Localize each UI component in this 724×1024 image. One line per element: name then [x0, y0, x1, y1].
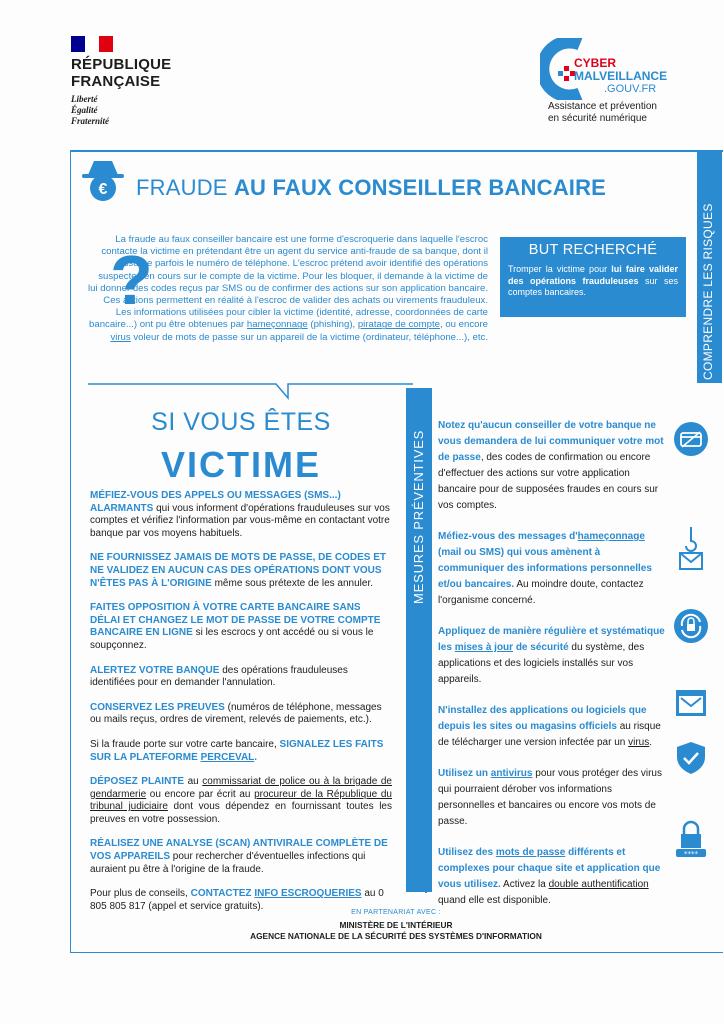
- prevention-list: [438, 418, 666, 924]
- logo-line2: MALVEILLANCE: [574, 69, 668, 83]
- bank-card-icon: [673, 421, 709, 457]
- cybermalveillance-logo: [540, 38, 680, 100]
- prevention-item: N'installez des applications ou logiciels que depuis les sites ou magasins officiels au risque de télécharger une version infectée par un virus.: [438, 705, 661, 748]
- french-flag-logo: [71, 36, 113, 52]
- speech-bubble-divider: [88, 380, 413, 400]
- phishing-hook-icon: [673, 525, 709, 575]
- republic-name: RÉPUBLIQUE FRANÇAISE: [71, 56, 172, 90]
- page-title: FRAUDE AU FAUX CONSEILLER BANCAIRE: [136, 175, 607, 200]
- republic-motto: Liberté Égalité Fraternité: [71, 94, 110, 126]
- advice-item: RÉALISEZ UNE ANALYSE (SCAN) ANTIVIRALE COMPLÈTE DE VOS APPAREILS pour rechercher d'éventuelles infections qui auraient pu être à l'origine de la fraude.: [90, 838, 388, 875]
- victim-advice-list: [90, 490, 392, 925]
- side-label: COMPRENDRE LES RISQUES: [701, 203, 715, 380]
- prevention-item: Utilisez un antivirus pour vous protéger des virus qui pourraient dérober vos informations personnelles et bancaires ou encore vos mots de passe.: [438, 768, 662, 827]
- advice-item: FAITES OPPOSITION À VOTRE CARTE BANCAIRE SANS DÉLAI ET CHANGEZ LE MOT DE PASSE DE VOTRE COMPTE BANCAIRE EN LIGNE si les escrocs y ont accédé ou si vous le soupçonnez.: [90, 602, 381, 651]
- advice-item: DÉPOSEZ PLAINTE au commissariat de police ou à la brigade de gendarmerie ou encore par écrit au procureur de la République du tribunal judiciaire dont vous dépendez en fournissant toutes les preuves en votre possession.: [90, 776, 392, 825]
- advice-item: Pour plus de conseils, CONTACTEZ INFO ESCROQUERIES au 0 805 805 817 (appel et service gratuits).: [90, 888, 384, 912]
- prevention-item: Utilisez des mots de passe différents et complexes pour chaque site et application que vous utilisez. Activez la double authentification quand elle est disponible.: [438, 847, 661, 906]
- victim-heading-line2: VICTIME: [160, 444, 321, 485]
- prevention-item: Appliquez de manière régulière et systématique les mises à jour de sécurité du système, des applications et des logiciels installés sur vos appareils.: [438, 626, 665, 685]
- prevention-item: Méfiez-vous des messages d'hameçonnage (mail ou SMS) qui vous amènent à communiquer des informations personnelles et/ou bancaires. Au moindre doute, contactez l'organisme concerné.: [438, 531, 652, 606]
- password-padlock-icon: [673, 820, 709, 860]
- prevention-label-band: [406, 388, 432, 892]
- goal-box: [500, 237, 686, 317]
- advice-item: Si la fraude porte sur votre carte bancaire, SIGNALEZ LES FAITS SUR LA PLATEFORME PERCEVAL.: [90, 738, 384, 763]
- svg-text:****: ****: [684, 850, 698, 858]
- advice-item: NE FOURNISSEZ JAMAIS DE MOTS DE PASSE, DE CODES ET NE VALIDEZ EN AUCUN CAS DES OPÉRATIONS DONT VOUS N'ÊTES PAS À L'ORIGINE même sous prétexte de les annuler.: [90, 552, 386, 589]
- prevention-label: MESURES PRÉVENTIVES: [411, 429, 426, 604]
- police-link[interactable]: commissariat de police ou à la brigade de gendarmerie: [90, 776, 392, 800]
- goal-heading: BUT RECHERCHÉ: [528, 242, 658, 258]
- advice-item: ALERTEZ VOTRE BANQUE des opérations frauduleuses identifiées pour en demander l'annulation.: [90, 664, 348, 689]
- prosecutor-link[interactable]: procureur de la République du tribunal judiciaire: [90, 788, 392, 813]
- hacker-euro-icon: [80, 157, 126, 203]
- download-window-icon: [673, 686, 709, 722]
- perceval-link[interactable]: PERCEVAL: [200, 751, 255, 763]
- goal-text: Tromper la victime pour lui faire valider des opérations frauduleuses sur ses comptes bancaires.: [508, 264, 679, 297]
- question-mark-icon: ?: [110, 241, 153, 319]
- update-lock-icon: [673, 608, 709, 644]
- intro-paragraph: La fraude au faux conseiller bancaire est une forme d'escroquerie dans laquelle l'escroc contacte la victime en prétendant être un agent du service anti-fraude de sa banque, dont il usurpe parfois le numéro de téléphone. L'escroc prétend avoir identifié des opérations suspectes en cours sur le compte de la victime. Pour les bloquer, il demande à la victime de lui donner des codes reçus par SMS ou de confirmer des actions sur son application bancaire. Ces actions permettent en réalité à l'escroc de valider des achats ou virements frauduleux. Les informations utilisées pour cibler la victime (identité, adresse, coordonnées de carte bancaire...) ont pu être obtenues par hameçonnage (phishing), piratage de compte, ou encore virus voleur de mots de passe sur un appareil de la victime (ordinateur, téléphone...), etc.: [88, 234, 488, 343]
- advice-item: CONSERVEZ LES PREUVES (numéros de téléphone, messages ou mails reçus, ordres de virement, relevés de paiements, etc.).: [90, 701, 382, 726]
- logo-line3: .GOUV.FR: [604, 83, 657, 95]
- partner-names: MINISTÈRE DE L'INTÉRIEUR AGENCE NATIONALE DE LA SÉCURITÉ DES SYSTÈMES D'INFORMATION: [250, 920, 542, 941]
- partner-intro: EN PARTENARIAT AVEC :: [351, 909, 441, 916]
- info-escroqueries-link[interactable]: INFO ESCROQUERIES: [254, 888, 362, 900]
- side-label-band: [697, 150, 722, 383]
- svg-text:€: €: [98, 181, 108, 198]
- logo-caption: Assistance et prévention en sécurité numérique: [548, 101, 657, 124]
- advice-item: MÉFIEZ-VOUS DES APPELS OU MESSAGES (SMS...) ALARMANTS qui vous informent d'opérations frauduleuses sur vos comptes et vérifiez l'information par vous-même en contactant votre banque par vos moyens habituels.: [90, 490, 390, 539]
- victim-heading-line1: SI VOUS ÊTES: [151, 408, 331, 436]
- prevention-item: Notez qu'aucun conseiller de votre banque ne vous demandera de lui communiquer votre mot de passe, des codes de confirmation ou encore d'effectuer des actions sur votre application bancaire pour de supposées fraudes en cours sur vos comptes.: [438, 420, 664, 511]
- antivirus-shield-icon: [673, 740, 709, 776]
- logo-line1: CYBER: [574, 56, 617, 70]
